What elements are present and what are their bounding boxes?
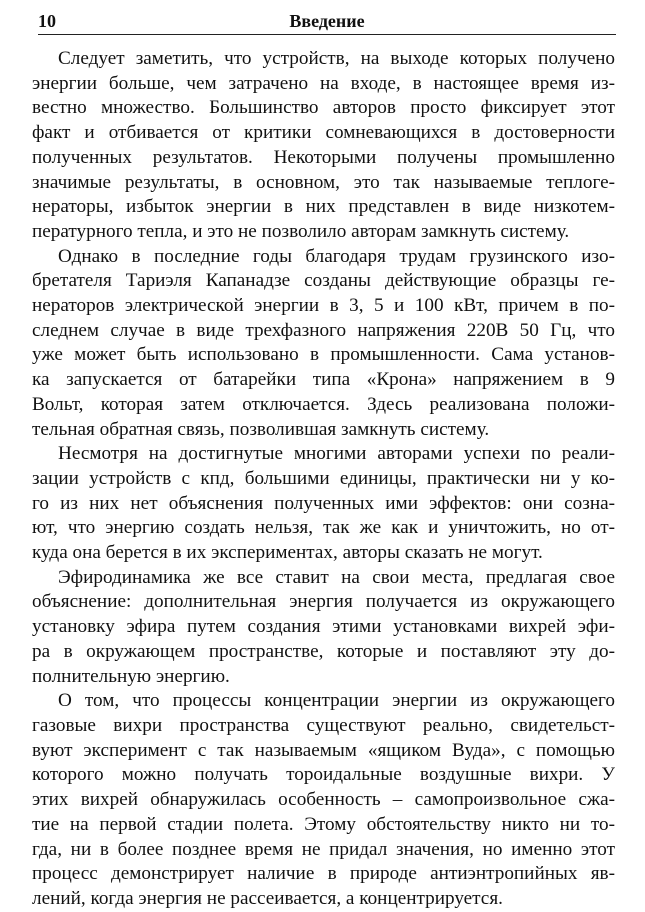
- text-line: Несмотря на достигнутые многими авторами успехи по реали-: [58, 443, 615, 465]
- body-text: [32, 47, 615, 912]
- text-line: О том, что процессы концентрации энергии из окружающего: [58, 690, 615, 712]
- text-line: газовые вихри пространства существуют реально, свидетельст-: [32, 714, 615, 736]
- text-line: значимые результаты, в основном, это так называемые теплоге-: [32, 171, 615, 193]
- text-line: куда она берется в их экспериментах, авторы сказать не могут.: [32, 542, 543, 564]
- text-line: нераторы, избыток энергии в них представлен в виде низкотем-: [32, 196, 615, 218]
- running-title: Введение: [289, 11, 365, 31]
- running-header: [38, 10, 616, 35]
- text-line: пературного тепла, и это не позволило авторам замкнуть систему.: [32, 220, 570, 242]
- text-line: нераторов электрической энергии в 3, 5 и 100 кВт, причем в по-: [32, 295, 615, 317]
- text-line: зации устройств с кпд, большими единицы, практически ни у ко-: [32, 467, 615, 489]
- text-line: лений, когда энергия не рассеивается, а концентрируется.: [32, 887, 503, 909]
- text-line: объяснение: дополнительная энергия получается из окружающего: [32, 591, 615, 613]
- text-line: следнем случае в виде трехфазного напряжения 220В 50 Гц, что: [32, 319, 615, 341]
- text-line: уже может быть использовано в промышленности. Сама установ-: [32, 344, 615, 366]
- text-line: факт и отбивается от критики сомневающихся в достоверности: [32, 122, 615, 144]
- text-line: вуют эксперимент с так называемым «ящиком Вуда», с помощью: [32, 739, 615, 761]
- text-line: ка запускается от батарейки типа «Крона» напряжением в 9: [32, 369, 615, 391]
- text-line: тие на первой стадии полета. Этому обстоятельству никто ни то-: [32, 813, 615, 835]
- text-line: го из них нет объяснения полученных ими эффектов: они созна-: [32, 492, 615, 514]
- text-line: полнительную энергию.: [32, 665, 230, 687]
- text-line: процесс демонстрирует наличие в природе антиэнтропийных яв-: [32, 863, 615, 885]
- text-line: этих вихрей обнаружилась особенность – самопроизвольное сжа-: [32, 789, 615, 811]
- page-number: 10: [38, 11, 56, 31]
- text-line: бретателя Тариэля Капанадзе созданы действующие образцы ге-: [32, 270, 615, 292]
- text-line: гда, ни в более позднее время не придал значения, но именно этот: [32, 838, 615, 860]
- paragraph: [32, 245, 615, 443]
- text-line: тельная обратная связь, позволившая замкнуть систему.: [32, 418, 490, 440]
- text-line: Следует заметить, что устройств, на выходе которых получено: [58, 48, 615, 69]
- text-line: ют, что энергию создать нельзя, так же как и уничтожить, но от-: [32, 517, 615, 539]
- paragraph: [32, 442, 615, 566]
- text-line: которого можно получать тороидальные воздушные вихри. У: [32, 764, 615, 786]
- text-line: установку эфира путем создания этими установками вихрей эфи-: [32, 616, 615, 638]
- paragraph: [32, 47, 615, 245]
- text-line: полученных результатов. Некоторыми получены промышленно: [32, 146, 615, 168]
- paragraph: [32, 689, 615, 911]
- text-line: вестно множество. Большинство авторов просто фиксирует этот: [32, 97, 615, 119]
- text-line: Вольт, которая затем отключается. Здесь реализована положи-: [32, 393, 615, 415]
- text-line: ра в окружающем пространстве, которые и поставляют эту до-: [32, 640, 615, 662]
- text-line: энергии больше, чем затрачено на входе, в настоящее время из-: [32, 72, 615, 94]
- text-line: Эфиродинамика же все ставит на свои места, предлагая свое: [58, 566, 615, 588]
- paragraph: [32, 566, 615, 690]
- text-line: Однако в последние годы благодаря трудам грузинского изо-: [58, 245, 615, 267]
